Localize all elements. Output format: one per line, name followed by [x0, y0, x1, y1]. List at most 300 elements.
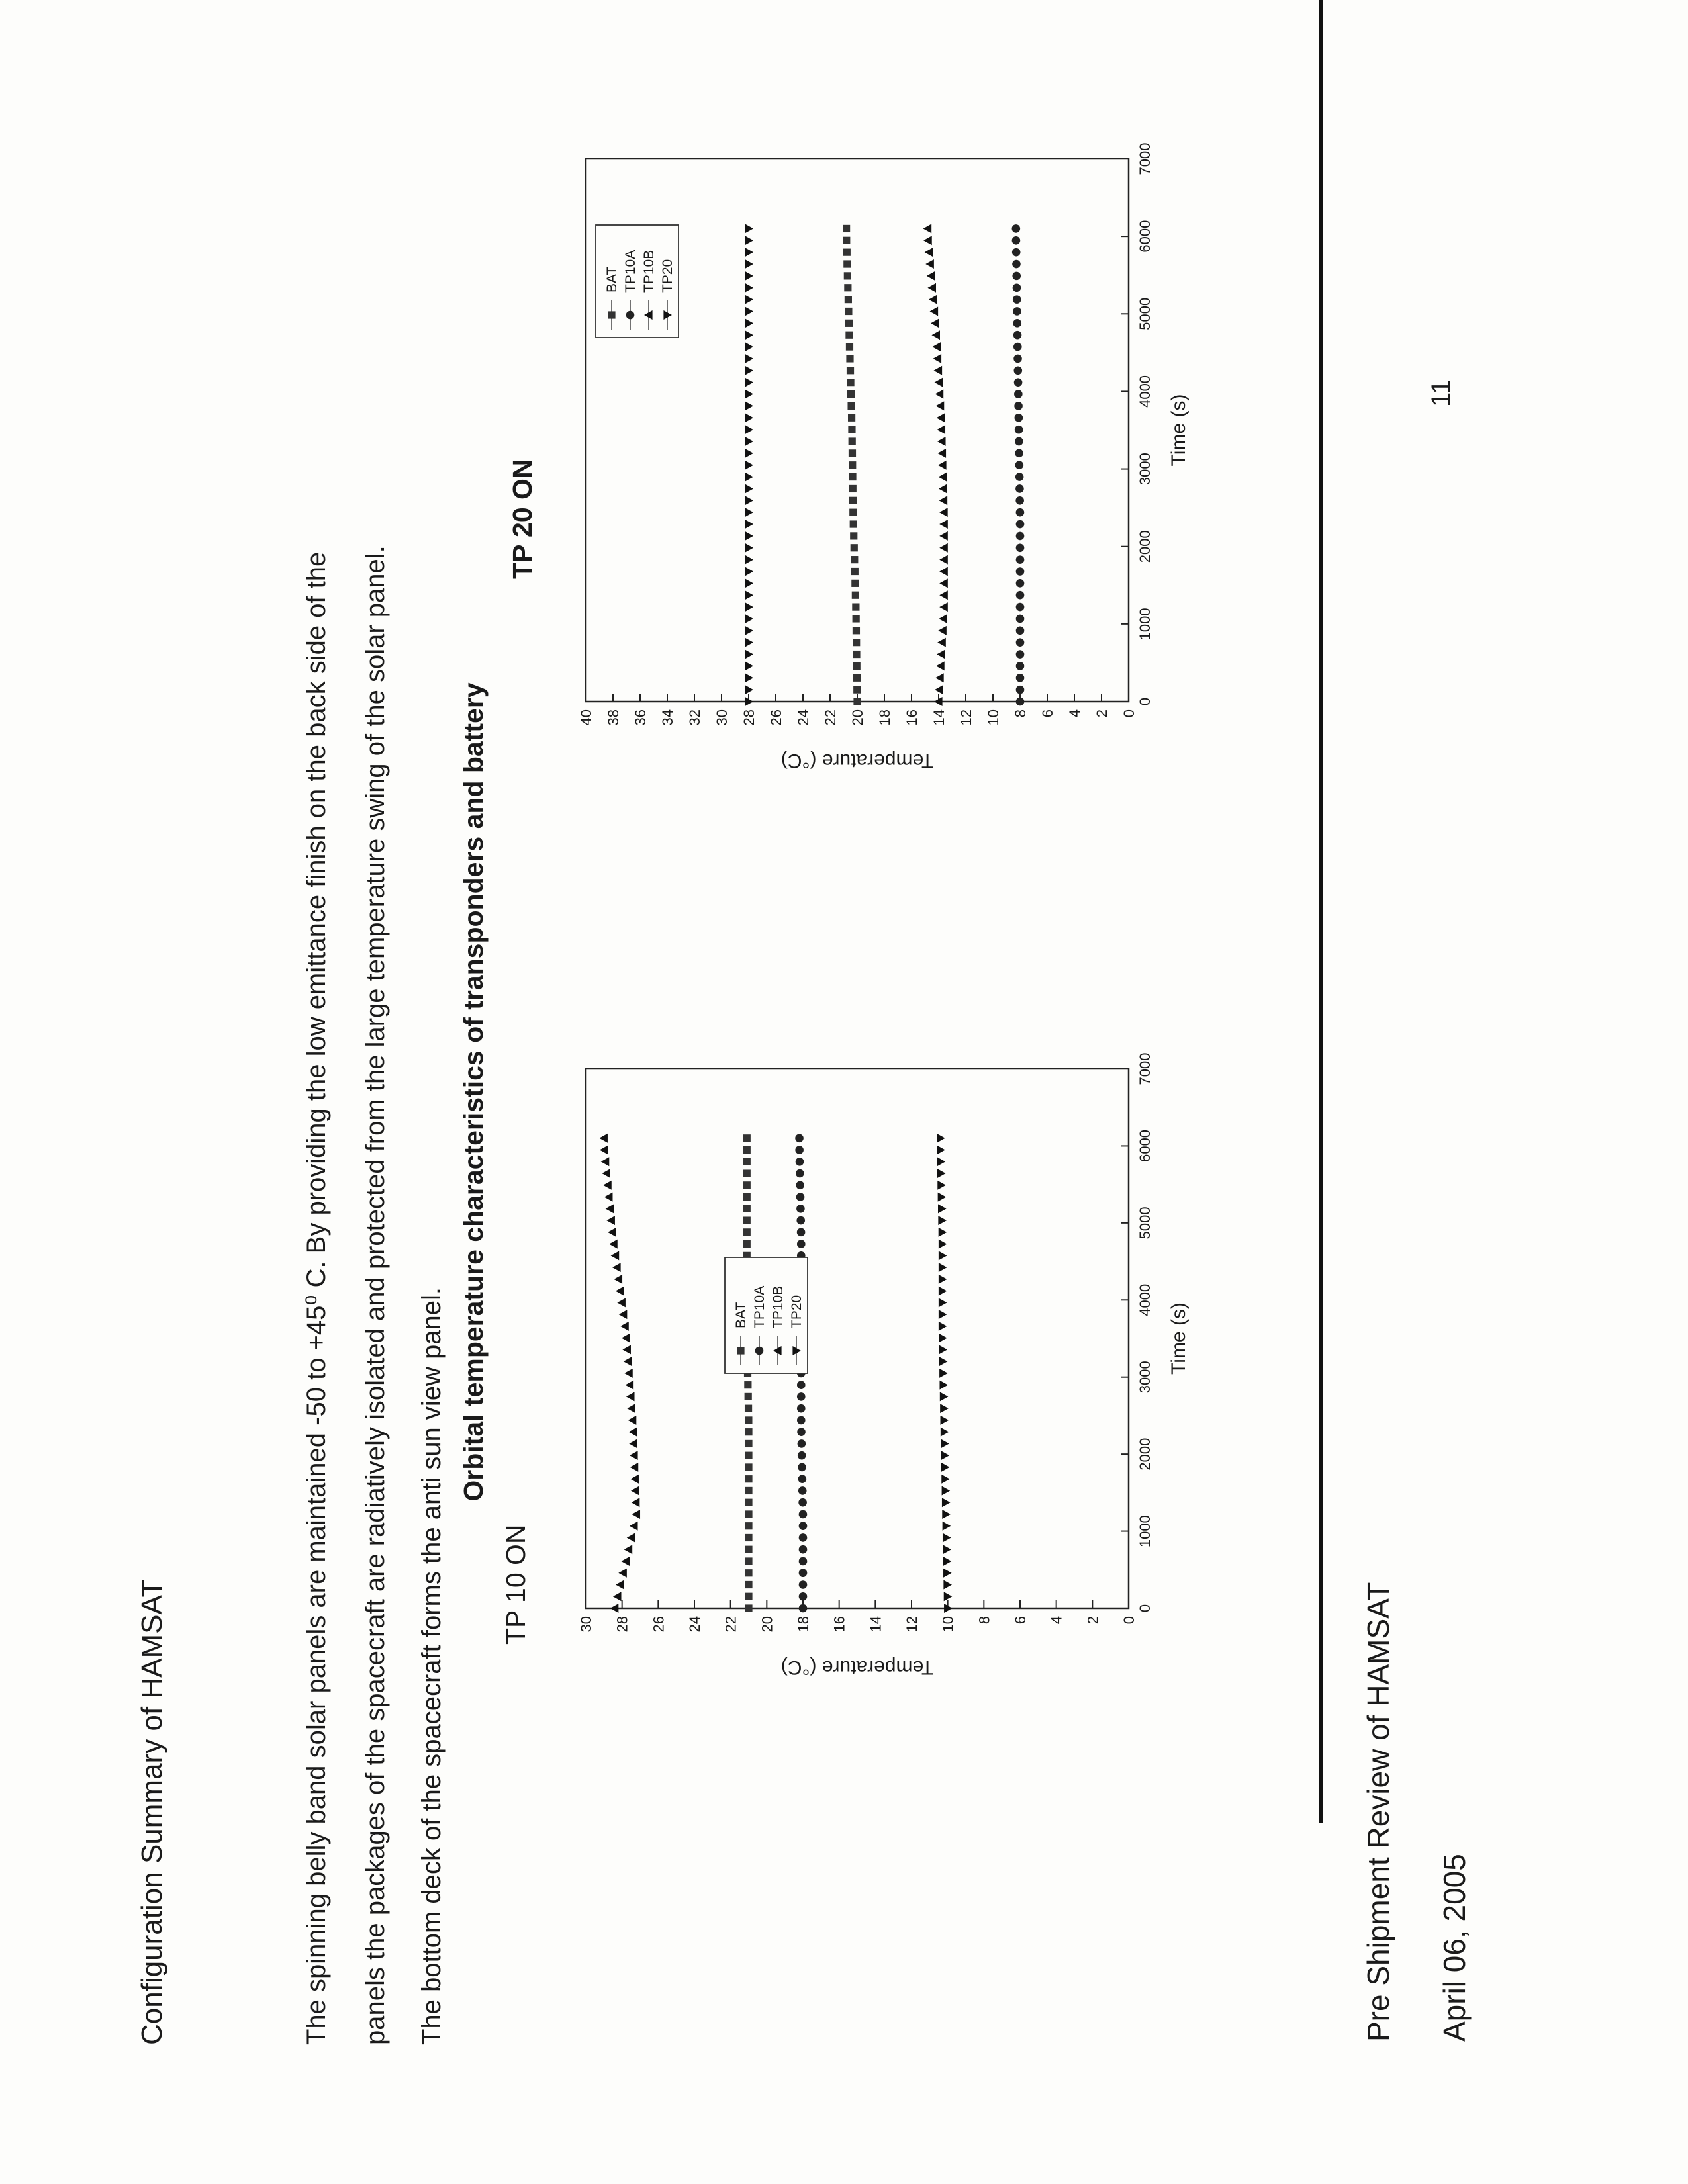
footer-rule [1319, 0, 1323, 1823]
data-point [743, 1193, 751, 1201]
data-point [745, 295, 753, 304]
data-point [850, 532, 857, 539]
y-tick-label: 28 [614, 1616, 631, 1633]
data-point [846, 343, 853, 350]
y-tick-label: 6 [1039, 709, 1056, 718]
data-point [929, 295, 937, 304]
footer-date: April 06, 2005 [1437, 1854, 1472, 2042]
data-point [939, 1240, 947, 1249]
data-point [936, 401, 945, 410]
data-point [937, 413, 945, 422]
x-tick-label: 4000 [1137, 1283, 1153, 1316]
data-point [937, 1146, 945, 1155]
data-point [935, 390, 944, 399]
data-point [745, 1463, 752, 1471]
data-point [939, 1287, 947, 1296]
data-point [743, 1216, 751, 1224]
x-tick-label: 4000 [1137, 375, 1153, 408]
data-point [626, 1392, 635, 1401]
data-point [1016, 543, 1025, 552]
data-point [940, 1392, 949, 1401]
data-point [745, 578, 753, 588]
data-point [1015, 496, 1024, 505]
data-point [923, 236, 932, 245]
data-point [798, 1475, 807, 1483]
y-tick-label: 24 [686, 1616, 703, 1633]
data-point [923, 224, 932, 233]
chart-title-tp20: TP 20 ON [507, 459, 538, 579]
data-point [799, 1533, 808, 1542]
data-point [1016, 698, 1025, 706]
x-tick-label: 0 [1137, 697, 1153, 706]
data-point [847, 367, 854, 374]
legend-marker [737, 1347, 744, 1354]
data-point [938, 626, 947, 635]
x-axis-label: Time (s) [1168, 394, 1190, 467]
data-point [624, 1357, 632, 1366]
data-point [843, 249, 851, 256]
data-point [941, 1416, 949, 1425]
data-point [745, 1440, 752, 1447]
data-point [939, 473, 947, 482]
data-point [851, 580, 859, 587]
data-point [743, 1146, 751, 1154]
data-point [743, 1134, 751, 1142]
y-tick-label: 22 [822, 709, 839, 726]
data-point [941, 1451, 950, 1460]
data-point [939, 614, 947, 623]
data-point [943, 1545, 951, 1554]
y-tick-label: 14 [867, 1616, 884, 1633]
data-point [1016, 520, 1025, 529]
data-point [1013, 283, 1021, 292]
figure-caption: Orbital temperature characteristics of transponders and battery [458, 682, 489, 1502]
data-point [847, 379, 854, 386]
data-point [845, 308, 852, 315]
data-point [943, 1522, 951, 1531]
plot-frame [586, 1069, 1129, 1608]
data-point [745, 602, 753, 612]
data-point [745, 330, 753, 340]
data-point [743, 1228, 751, 1236]
y-tick-label: 22 [722, 1616, 739, 1633]
data-point [943, 1580, 952, 1589]
data-point [619, 1310, 628, 1319]
data-point [1013, 331, 1022, 340]
data-point [939, 1381, 948, 1390]
data-point [1016, 674, 1025, 682]
y-tick-label: 20 [759, 1616, 776, 1633]
data-point [937, 1157, 946, 1166]
data-point [1012, 272, 1021, 281]
data-point [627, 1404, 635, 1413]
page-number: 11 [1427, 379, 1456, 407]
data-point [745, 626, 753, 635]
data-point [939, 555, 948, 565]
data-point [1015, 449, 1023, 458]
data-point [939, 1298, 947, 1307]
y-tick-label: 12 [958, 709, 974, 726]
paragraph-line: The spinning belly band solar panels are maintained -50 to +45⁰ C. By providing the low emittance finish on the back side of the [302, 551, 331, 2045]
data-point [629, 1428, 637, 1437]
data-point [745, 1522, 752, 1529]
data-point [843, 260, 851, 267]
y-tick-label: 30 [714, 709, 730, 726]
data-point [603, 1181, 612, 1190]
y-tick-label: 28 [741, 709, 757, 726]
data-point [849, 485, 857, 492]
data-point [604, 1193, 613, 1202]
data-point [851, 544, 858, 551]
y-tick-label: 6 [1012, 1616, 1029, 1625]
data-point [943, 1533, 951, 1542]
y-tick-label: 10 [985, 709, 1002, 726]
data-point [943, 1569, 952, 1578]
data-point [853, 674, 861, 682]
data-point [937, 638, 946, 647]
data-point [799, 1522, 808, 1530]
data-point [852, 603, 859, 610]
data-point [745, 461, 753, 470]
data-point [932, 342, 941, 351]
data-point [799, 1557, 808, 1566]
chart-tp10-on [576, 999, 1238, 1694]
data-point [1015, 461, 1024, 469]
data-point [1014, 367, 1023, 375]
data-point [745, 401, 753, 410]
data-point [939, 543, 948, 553]
data-point [942, 1510, 951, 1519]
data-point [616, 1580, 624, 1589]
data-point [606, 1216, 615, 1225]
data-point [937, 437, 946, 446]
data-point [1016, 650, 1025, 659]
data-point [797, 1404, 806, 1413]
y-tick-label: 14 [931, 709, 947, 726]
data-point [798, 1451, 806, 1460]
data-point [745, 1416, 752, 1424]
data-point [745, 413, 753, 422]
data-point [853, 627, 860, 634]
data-point [627, 1533, 635, 1542]
x-tick-label: 2000 [1137, 530, 1153, 563]
data-point [845, 320, 853, 327]
data-point [1015, 484, 1024, 493]
x-tick-label: 6000 [1137, 220, 1153, 253]
data-point [941, 1463, 950, 1472]
data-point [745, 1557, 752, 1565]
data-point [628, 1416, 637, 1425]
data-point [1012, 224, 1021, 233]
data-point [853, 698, 861, 705]
data-point [849, 449, 856, 457]
data-point [935, 378, 943, 387]
data-point [935, 673, 944, 682]
data-point [1014, 402, 1023, 410]
data-point [941, 1475, 950, 1484]
paragraph-line: The bottom deck of the spacecraft forms the anti sun view panel. [417, 1287, 446, 2045]
data-point [630, 1451, 638, 1460]
data-point [930, 306, 939, 316]
x-tick-label: 3000 [1137, 1361, 1153, 1394]
data-point [796, 1193, 805, 1201]
data-point [940, 1404, 949, 1413]
data-point [849, 473, 856, 480]
data-point [622, 1334, 630, 1343]
data-point [851, 568, 859, 575]
data-point [944, 1592, 953, 1601]
data-point [743, 1240, 751, 1248]
data-point [743, 1169, 751, 1177]
data-point [1016, 591, 1025, 600]
data-point [630, 1475, 639, 1484]
data-point [608, 1228, 616, 1237]
legend-label: TP10B [641, 250, 657, 293]
legend-label: BAT [604, 266, 620, 293]
data-point [942, 1486, 951, 1495]
data-point [1016, 627, 1025, 635]
data-point [1014, 378, 1023, 387]
data-point [745, 366, 753, 375]
data-point [745, 1499, 752, 1506]
data-point [843, 237, 850, 244]
data-point [939, 1345, 947, 1354]
data-point [610, 1604, 619, 1613]
data-point [624, 1369, 633, 1378]
data-point [745, 342, 753, 351]
data-point [617, 1298, 626, 1307]
data-point [1016, 686, 1025, 694]
data-point [941, 1428, 949, 1437]
data-point [1015, 473, 1024, 481]
data-point [943, 1557, 952, 1566]
data-point [939, 1322, 947, 1331]
data-point [630, 1463, 639, 1472]
data-point [797, 1381, 806, 1389]
y-tick-label: 38 [605, 709, 622, 726]
data-point [797, 1228, 806, 1237]
y-axis-label: Temperature (°C) [780, 1657, 934, 1678]
data-point [630, 1522, 638, 1531]
data-point [853, 686, 861, 694]
y-tick-label: 36 [632, 709, 649, 726]
data-point [846, 355, 853, 362]
x-tick-label: 7000 [1137, 142, 1153, 175]
y-tick-label: 30 [578, 1616, 594, 1633]
y-tick-label: 8 [976, 1616, 993, 1625]
data-point [939, 531, 948, 541]
data-point [745, 673, 753, 682]
data-point [745, 473, 753, 482]
data-point [938, 1216, 947, 1225]
footer-title: Pre Shipment Review of HAMSAT [1361, 1582, 1395, 2042]
data-point [799, 1592, 808, 1601]
data-point [745, 520, 753, 529]
data-point [745, 271, 753, 281]
y-tick-label: 20 [849, 709, 866, 726]
data-point [612, 1263, 621, 1272]
data-point [796, 1181, 804, 1190]
data-point [939, 1228, 947, 1237]
data-point [849, 497, 857, 504]
data-point [745, 1593, 752, 1600]
data-point [1015, 414, 1023, 422]
data-point [745, 555, 753, 565]
data-point [939, 1357, 948, 1366]
data-point [851, 556, 858, 563]
y-tick-label: 16 [831, 1616, 848, 1633]
data-point [745, 224, 753, 233]
data-point [797, 1240, 806, 1248]
data-point [941, 1439, 949, 1448]
x-axis-label: Time (s) [1168, 1302, 1190, 1375]
data-point [844, 272, 851, 279]
y-tick-label: 32 [686, 709, 703, 726]
x-tick-label: 5000 [1137, 1206, 1153, 1240]
data-point [853, 615, 860, 622]
data-point [632, 1510, 640, 1519]
data-point [939, 508, 948, 517]
data-point [933, 354, 941, 363]
data-point [745, 543, 753, 553]
data-point [799, 1545, 808, 1554]
legend-marker [626, 311, 635, 320]
y-tick-label: 0 [1121, 709, 1137, 718]
data-point [797, 1428, 806, 1436]
legend-label: TP10B [771, 1285, 786, 1328]
data-point [849, 437, 856, 445]
data-point [939, 590, 948, 600]
data-point [1012, 236, 1021, 245]
data-point [1012, 260, 1021, 269]
data-point [745, 259, 753, 269]
data-point [621, 1557, 630, 1566]
data-point [938, 461, 947, 470]
data-point [939, 520, 948, 529]
data-point [745, 318, 753, 328]
data-point [1013, 343, 1022, 351]
data-point [847, 402, 855, 410]
data-point [925, 248, 933, 257]
x-tick-label: 1000 [1137, 608, 1153, 641]
data-point [937, 449, 946, 458]
data-point [745, 661, 753, 670]
data-point [1012, 248, 1021, 257]
data-point [939, 1369, 948, 1378]
legend-label: TP20 [660, 259, 675, 293]
legend-label: TP20 [789, 1295, 804, 1328]
data-point [745, 590, 753, 600]
data-point [624, 1545, 633, 1554]
y-axis-label: Temperature (°C) [780, 750, 934, 772]
x-tick-label: 0 [1137, 1604, 1153, 1613]
data-point [796, 1158, 804, 1166]
data-point [745, 236, 753, 245]
data-point [745, 283, 753, 293]
y-tick-label: 10 [939, 1616, 957, 1633]
legend-label: TP10A [623, 250, 638, 293]
data-point [622, 1345, 631, 1354]
data-point [745, 650, 753, 659]
data-point [798, 1486, 807, 1495]
data-point [609, 1240, 618, 1249]
data-point [602, 1169, 610, 1178]
data-point [795, 1134, 804, 1142]
data-point [743, 1181, 751, 1189]
data-point [745, 496, 753, 505]
data-point [1016, 567, 1025, 576]
data-point [1016, 603, 1025, 612]
data-point [1013, 295, 1021, 304]
x-tick-label: 7000 [1137, 1052, 1153, 1085]
y-tick-label: 2 [1094, 709, 1110, 718]
data-point [848, 426, 855, 433]
data-point [931, 330, 940, 340]
data-point [1013, 355, 1022, 363]
legend-marker [755, 1347, 764, 1355]
data-point [799, 1569, 808, 1577]
data-point [1013, 307, 1021, 316]
data-point [942, 1498, 951, 1507]
y-tick-label: 4 [1066, 709, 1083, 718]
data-point [629, 1439, 637, 1448]
data-point [1016, 615, 1025, 623]
data-point [937, 425, 945, 434]
data-point [606, 1204, 614, 1213]
data-point [843, 225, 850, 232]
data-point [850, 520, 857, 527]
data-point [939, 578, 948, 588]
data-point [939, 484, 947, 493]
data-point [745, 685, 753, 694]
data-point [614, 1275, 622, 1284]
data-point [937, 1169, 946, 1178]
data-point [1016, 579, 1025, 588]
data-point [745, 306, 753, 316]
y-tick-label: 12 [904, 1616, 920, 1633]
data-point [939, 1334, 947, 1343]
data-point [939, 1310, 947, 1319]
data-point [745, 1604, 752, 1612]
data-point [844, 284, 851, 291]
x-tick-label: 1000 [1137, 1515, 1153, 1548]
chart-title-tp10: TP 10 ON [500, 1524, 531, 1645]
data-point [936, 661, 945, 670]
data-point [797, 1392, 806, 1401]
data-point [798, 1463, 806, 1472]
data-point [847, 390, 855, 398]
x-tick-label: 5000 [1137, 297, 1153, 330]
data-point [745, 1569, 752, 1576]
data-point [745, 567, 753, 576]
y-tick-label: 26 [650, 1616, 667, 1633]
data-point [796, 1216, 805, 1225]
data-point [799, 1604, 808, 1613]
data-point [798, 1498, 807, 1507]
data-point [937, 1134, 945, 1143]
data-point [745, 638, 753, 647]
data-point [620, 1322, 629, 1331]
data-point [611, 1251, 620, 1260]
data-point [745, 1393, 752, 1400]
data-point [1016, 555, 1025, 564]
data-point [745, 614, 753, 623]
data-point [1016, 662, 1025, 670]
data-point [927, 271, 935, 281]
data-point [853, 662, 861, 670]
data-point [745, 484, 753, 493]
data-point [745, 378, 753, 387]
